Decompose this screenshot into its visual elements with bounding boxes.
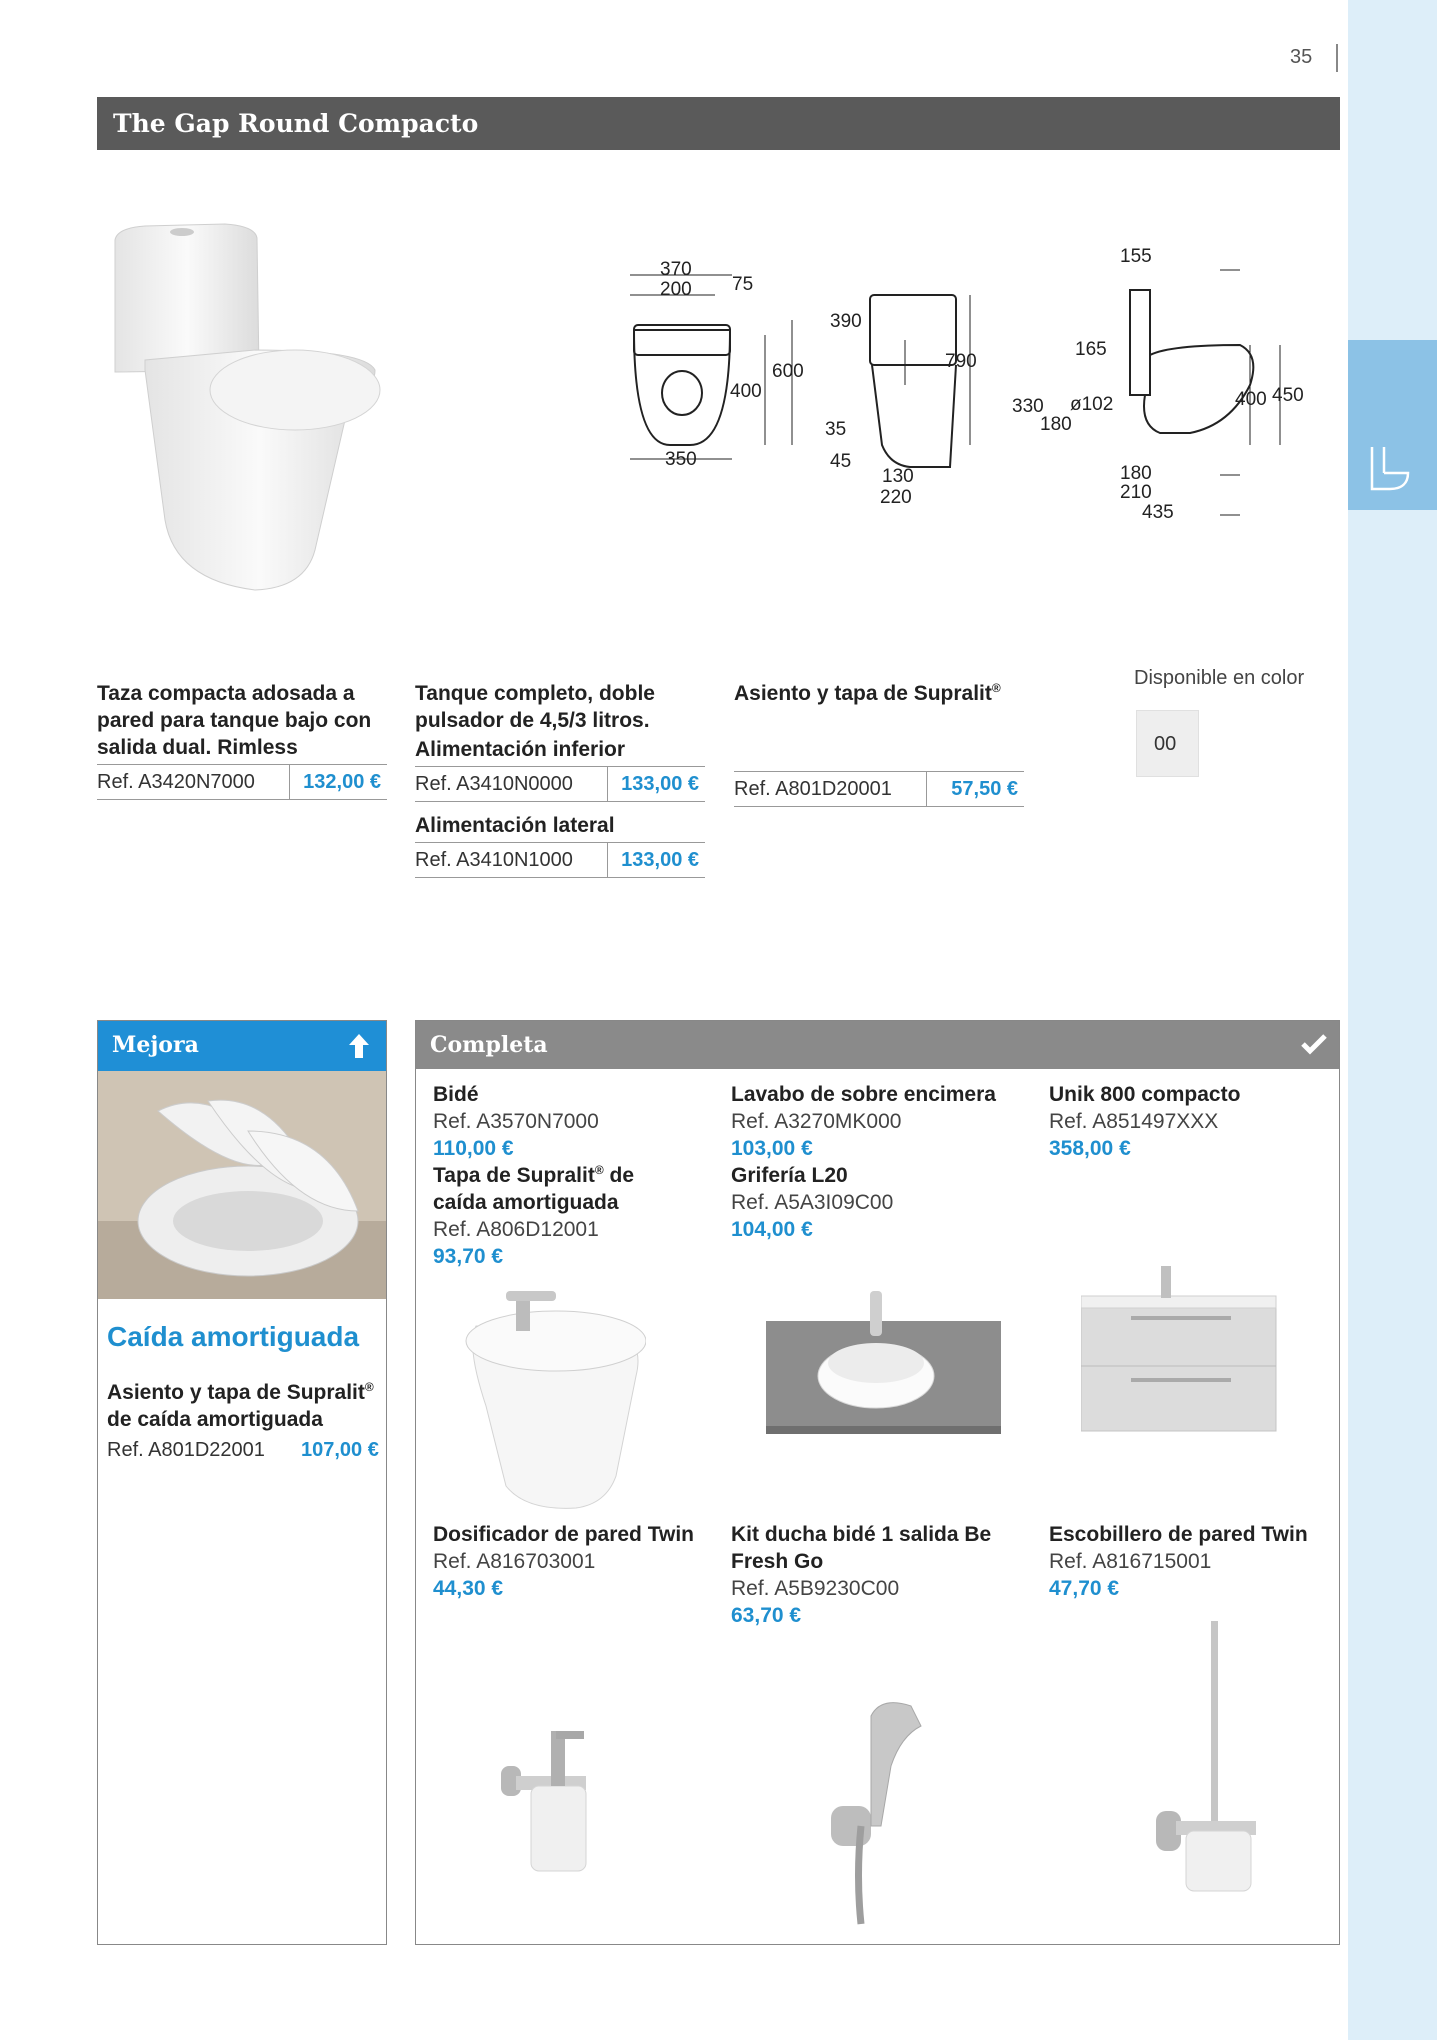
item-ref: Ref. A3270MK000 (731, 1110, 902, 1133)
registered-mark: ® (364, 1380, 374, 1394)
product-subtitle: Alimentación lateral (415, 814, 615, 837)
soap-dispenser-image (501, 1726, 611, 1876)
product-subtitle: Alimentación inferior (415, 738, 626, 761)
dim-35: 35 (825, 419, 847, 440)
item-price: 44,30 € (433, 1577, 504, 1600)
completa-item-kit-ducha (731, 1521, 1001, 1629)
dim-435: 435 (1142, 502, 1174, 523)
technical-diagram (620, 245, 1330, 535)
product-tank (415, 680, 705, 878)
mejora-box (97, 1020, 387, 1945)
dim-790: 790 (945, 351, 977, 372)
completa-title: Completa (430, 1032, 548, 1058)
item-name: Kit ducha bidé 1 salida Be Fresh Go (731, 1523, 992, 1573)
mejora-feature: Caída amortiguada (107, 1321, 360, 1352)
ref-separator (289, 765, 290, 799)
item-name-2: Grifería L20 (731, 1164, 848, 1187)
washbasin-image (766, 1291, 1001, 1451)
item-ref-2: Ref. A806D12001 (433, 1218, 599, 1241)
toilet-brush-image (1156, 1621, 1266, 1896)
item-price-2: 104,00 € (731, 1218, 813, 1241)
mejora-desc-text: Asiento y tapa de Supralit (107, 1381, 365, 1404)
page-title: The Gap Round Compacto (113, 109, 479, 138)
dim-200: 200 (660, 279, 692, 300)
dim-390: 390 (830, 311, 862, 332)
item-name: Escobillero de pared Twin (1049, 1523, 1308, 1546)
completa-header (416, 1021, 1339, 1069)
ref-row (415, 766, 705, 802)
completa-item-lavabo (731, 1081, 1031, 1243)
dim-45: 45 (830, 451, 852, 472)
product-title-text: Asiento y tapa de Supralit (734, 682, 992, 705)
dim-400b: 400 (1235, 389, 1267, 410)
ref-row (734, 771, 1024, 807)
mejora-title: Mejora (112, 1032, 199, 1058)
section-tab[interactable] (1348, 340, 1437, 510)
title-bar (97, 97, 1340, 150)
bidet-shower-kit-image (831, 1696, 941, 1926)
dim-180: 180 (1040, 414, 1072, 435)
dim-330: 330 (1012, 396, 1044, 417)
vanity-unit-image (1081, 1246, 1281, 1436)
item-name-2 (433, 1162, 673, 1216)
completa-item-dosificador (433, 1521, 733, 1602)
price: 133,00 € (621, 773, 699, 795)
color-code: 00 (1154, 733, 1177, 755)
ref-code: Ref. A3420N7000 (97, 771, 255, 793)
product-seat (734, 680, 1024, 807)
bidet-image (446, 1286, 646, 1516)
item-price: 110,00 € (433, 1137, 514, 1160)
mejora-header (98, 1021, 386, 1071)
mejora-desc-text-2: de caída amortiguada (107, 1408, 323, 1431)
item-price: 103,00 € (731, 1137, 813, 1160)
arrow-up-icon (348, 1033, 370, 1059)
item-name: Lavabo de sobre encimera (731, 1083, 996, 1106)
item-price-2: 93,70 € (433, 1245, 504, 1268)
dim-75: 75 (732, 274, 754, 295)
product-title: Taza compacta adosada a pared para tanque bajo con salida dual. Rimless (97, 682, 372, 759)
ref-separator (607, 767, 608, 801)
item-ref: Ref. A816715001 (1049, 1550, 1212, 1573)
ref-code: Ref. A801D20001 (734, 778, 892, 800)
side-strip (1348, 0, 1437, 2040)
dim-210: 210 (1120, 482, 1152, 503)
page-number-rule (1336, 44, 1338, 72)
registered-mark: ® (594, 1163, 604, 1177)
mejora-ref: Ref. A801D22001 (107, 1439, 265, 1461)
product-title (734, 680, 1024, 768)
completa-item-unik (1049, 1081, 1349, 1162)
price: 133,00 € (621, 849, 699, 871)
dim-450: 450 (1272, 385, 1304, 406)
page-number: 35 (1290, 46, 1313, 68)
dim-220: 220 (880, 487, 912, 508)
item-price: 63,70 € (731, 1604, 802, 1627)
dim-165: 165 (1075, 339, 1107, 360)
completa-box (415, 1020, 1340, 1945)
dim-370: 370 (660, 259, 692, 280)
item-ref: Ref. A3570N7000 (433, 1110, 599, 1133)
dim-102: ø102 (1070, 394, 1114, 415)
dim-400: 400 (730, 381, 762, 402)
soft-close-seat-image (98, 1071, 386, 1299)
price: 57,50 € (951, 778, 1018, 800)
item-name-2-text: Tapa de Supralit (433, 1164, 595, 1187)
completa-item-bide (433, 1081, 733, 1270)
mejora-price: 107,00 € (301, 1439, 379, 1461)
ref-row (97, 764, 387, 800)
ref-separator (607, 843, 608, 877)
item-ref: Ref. A851497XXX (1049, 1110, 1219, 1133)
color-swatch[interactable] (1136, 710, 1199, 777)
toilet-icon (1368, 445, 1412, 493)
item-ref: Ref. A816703001 (433, 1550, 596, 1573)
item-name-2-rest: de caída amortiguada (433, 1164, 634, 1214)
ref-code: Ref. A3410N0000 (415, 773, 573, 795)
dim-130: 130 (882, 466, 914, 487)
color-label: Disponible en color (1134, 667, 1305, 689)
item-name: Dosificador de pared Twin (433, 1523, 694, 1546)
product-toilet (97, 680, 387, 800)
dim-155: 155 (1120, 246, 1152, 267)
ref-row (415, 842, 705, 878)
price: 132,00 € (303, 771, 381, 793)
toilet-product-image (105, 220, 395, 600)
registered-mark: ® (991, 681, 1001, 695)
item-ref: Ref. A5B9230C00 (731, 1577, 900, 1600)
item-price: 358,00 € (1049, 1137, 1131, 1160)
item-name: Unik 800 compacto (1049, 1083, 1241, 1106)
ref-code: Ref. A3410N1000 (415, 849, 573, 871)
dim-180b: 180 (1120, 463, 1152, 484)
ref-separator (926, 772, 927, 806)
item-name: Bidé (433, 1083, 479, 1106)
dim-600: 600 (772, 361, 804, 382)
item-ref-2: Ref. A5A3I09C00 (731, 1191, 894, 1214)
item-price: 47,70 € (1049, 1577, 1120, 1600)
check-icon (1301, 1033, 1327, 1055)
completa-item-escobillero (1049, 1521, 1349, 1602)
product-title: Tanque completo, doble pulsador de 4,5/3 litros. (415, 682, 655, 732)
dim-350: 350 (665, 449, 697, 470)
mejora-description (107, 1379, 382, 1433)
